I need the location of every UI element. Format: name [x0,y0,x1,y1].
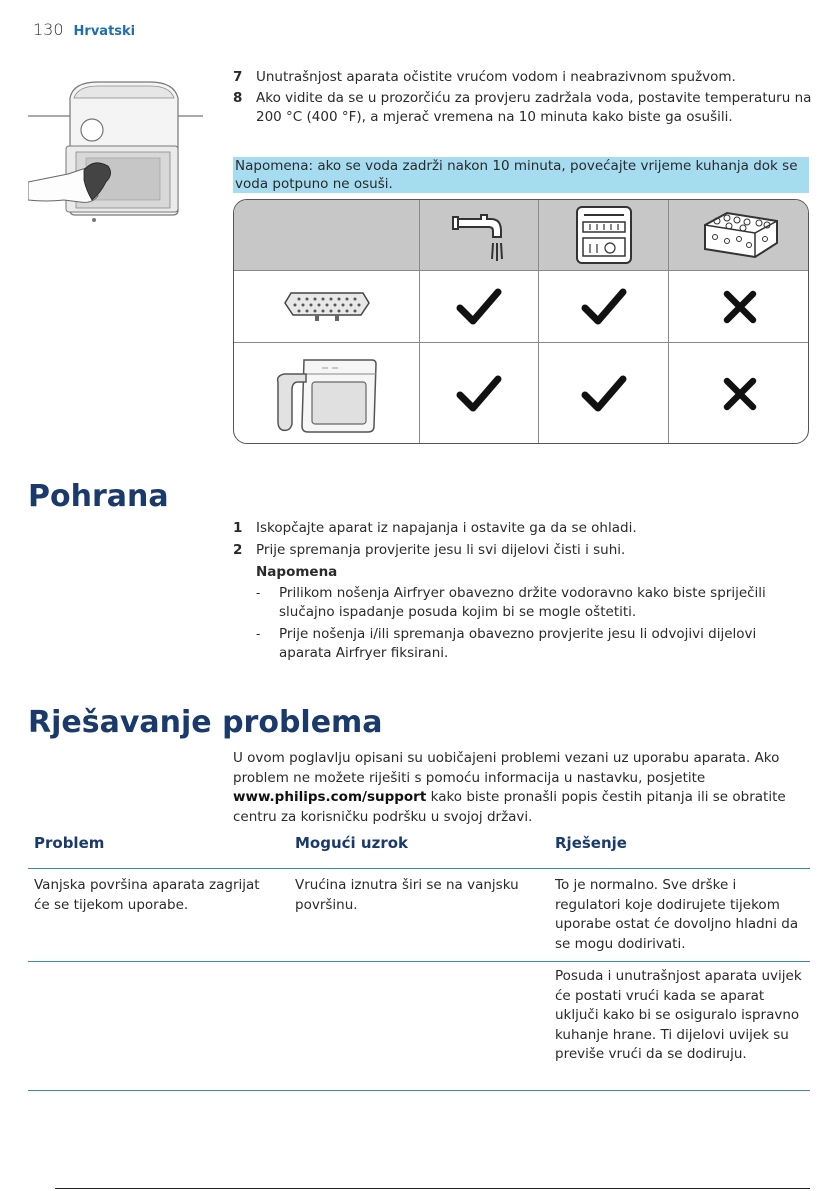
bullet-dash: - [256,627,261,641]
intro-text: U ovom poglavlju opisani su uobičajeni problemi vezani uz uporabu aparata. Ako problem ne možete riješiti s pomoću informacija u nastavku, posjetite [233,750,780,786]
step-number: 2 [233,542,243,558]
step-item [233,541,813,560]
step-text: Iskopčajte aparat iz napajanja i ostavite ga da se ohladi. [256,520,637,536]
table-cell-problem: Vanjska površina aparata zagrijat će se tijekom uporabe. [34,877,260,913]
step-item [233,89,813,127]
storage-heading: Pohrana [28,479,169,514]
page-number: 130 [33,20,64,39]
check-icon [539,343,668,444]
storage-steps [233,519,813,666]
step-text: Prije spremanja provjerite jesu li svi dijelovi čisti i suhi. [256,542,626,558]
check-icon [420,271,538,342]
storage-note-title: Napomena [256,564,338,580]
step-text: Ako vidite da se u prozorčiću za provjeru zadržala voda, postavite temperaturu na 200 °C (400 °F), a mjerač vremena na 10 minuta kako biste ga osušili. [256,90,812,125]
note-bullet [256,584,813,622]
step-number: 7 [233,69,243,85]
page-header [33,20,135,39]
column-header-cause: Mogući uzrok [295,834,408,852]
cleaning-compatibility-table [233,199,809,444]
step-number: 1 [233,520,243,536]
footer-rule [55,1188,810,1189]
cleaning-steps [233,68,813,129]
step-number: 8 [233,90,243,106]
column-header-problem: Problem [34,834,105,852]
bullet-dash: - [256,586,261,600]
step-item [233,68,813,87]
basket-icon [234,343,419,444]
note-bullet [256,625,813,663]
cleaning-note: Napomena: ako se voda zadrži nakon 10 minuta, povećajte vrijeme kuhanja dok se voda potpuno ne osuši. [233,157,809,193]
table-divider [28,1090,810,1091]
check-icon [539,271,668,342]
table-cell-solution: To je normalno. Sve drške i regulatori koje dodirujete tijekom uporabe ostat će dovoljno hladni da se mogu dodirivati. [555,877,799,952]
cleaning-illustration [28,70,203,230]
table-cell-cause: Vrućina iznutra širi se na vanjsku površinu. [295,877,519,913]
troubleshooting-intro [233,749,813,827]
cross-icon [669,271,809,342]
cross-icon [669,343,809,444]
table-divider [28,961,810,962]
tap-water-icon [420,200,538,270]
support-link[interactable]: www.philips.com/support [233,789,427,805]
column-header-solution: Rješenje [555,834,627,852]
grill-plate-icon [234,271,419,342]
step-item [233,519,813,538]
dishwasher-icon [539,200,668,270]
abrasive-sponge-icon [669,200,809,270]
bullet-text: Prije nošenja i/ili spremanja obavezno provjerite jesu li odvojivi dijelovi aparata Airfryer fiksirani. [279,626,757,661]
language-label: Hrvatski [73,24,136,39]
troubleshooting-heading: Rješavanje problema [28,705,383,740]
bullet-text: Prilikom nošenja Airfryer obavezno držite vodoravno kako biste spriječili slučajno ispadanje posuda kojim bi se mogle oštetiti. [279,585,766,620]
intro-text: kako biste pronašli popis čestih pitanja ili se obratite centru za korisničku podršku u svojoj državi. [233,789,786,825]
check-icon [420,343,538,444]
step-text: Unutrašnjost aparata očistite vrućom vodom i neabrazivnom spužvom. [256,69,736,85]
table-divider [28,868,810,869]
table-cell-solution: Posuda i unutrašnjost aparata uvijek će postati vrući kada se aparat uključi kako bi se osiguralo ispravno kuhanje hrane. Ti dijelovi uvijek su previše vrući da se dodiruju. [555,968,802,1062]
